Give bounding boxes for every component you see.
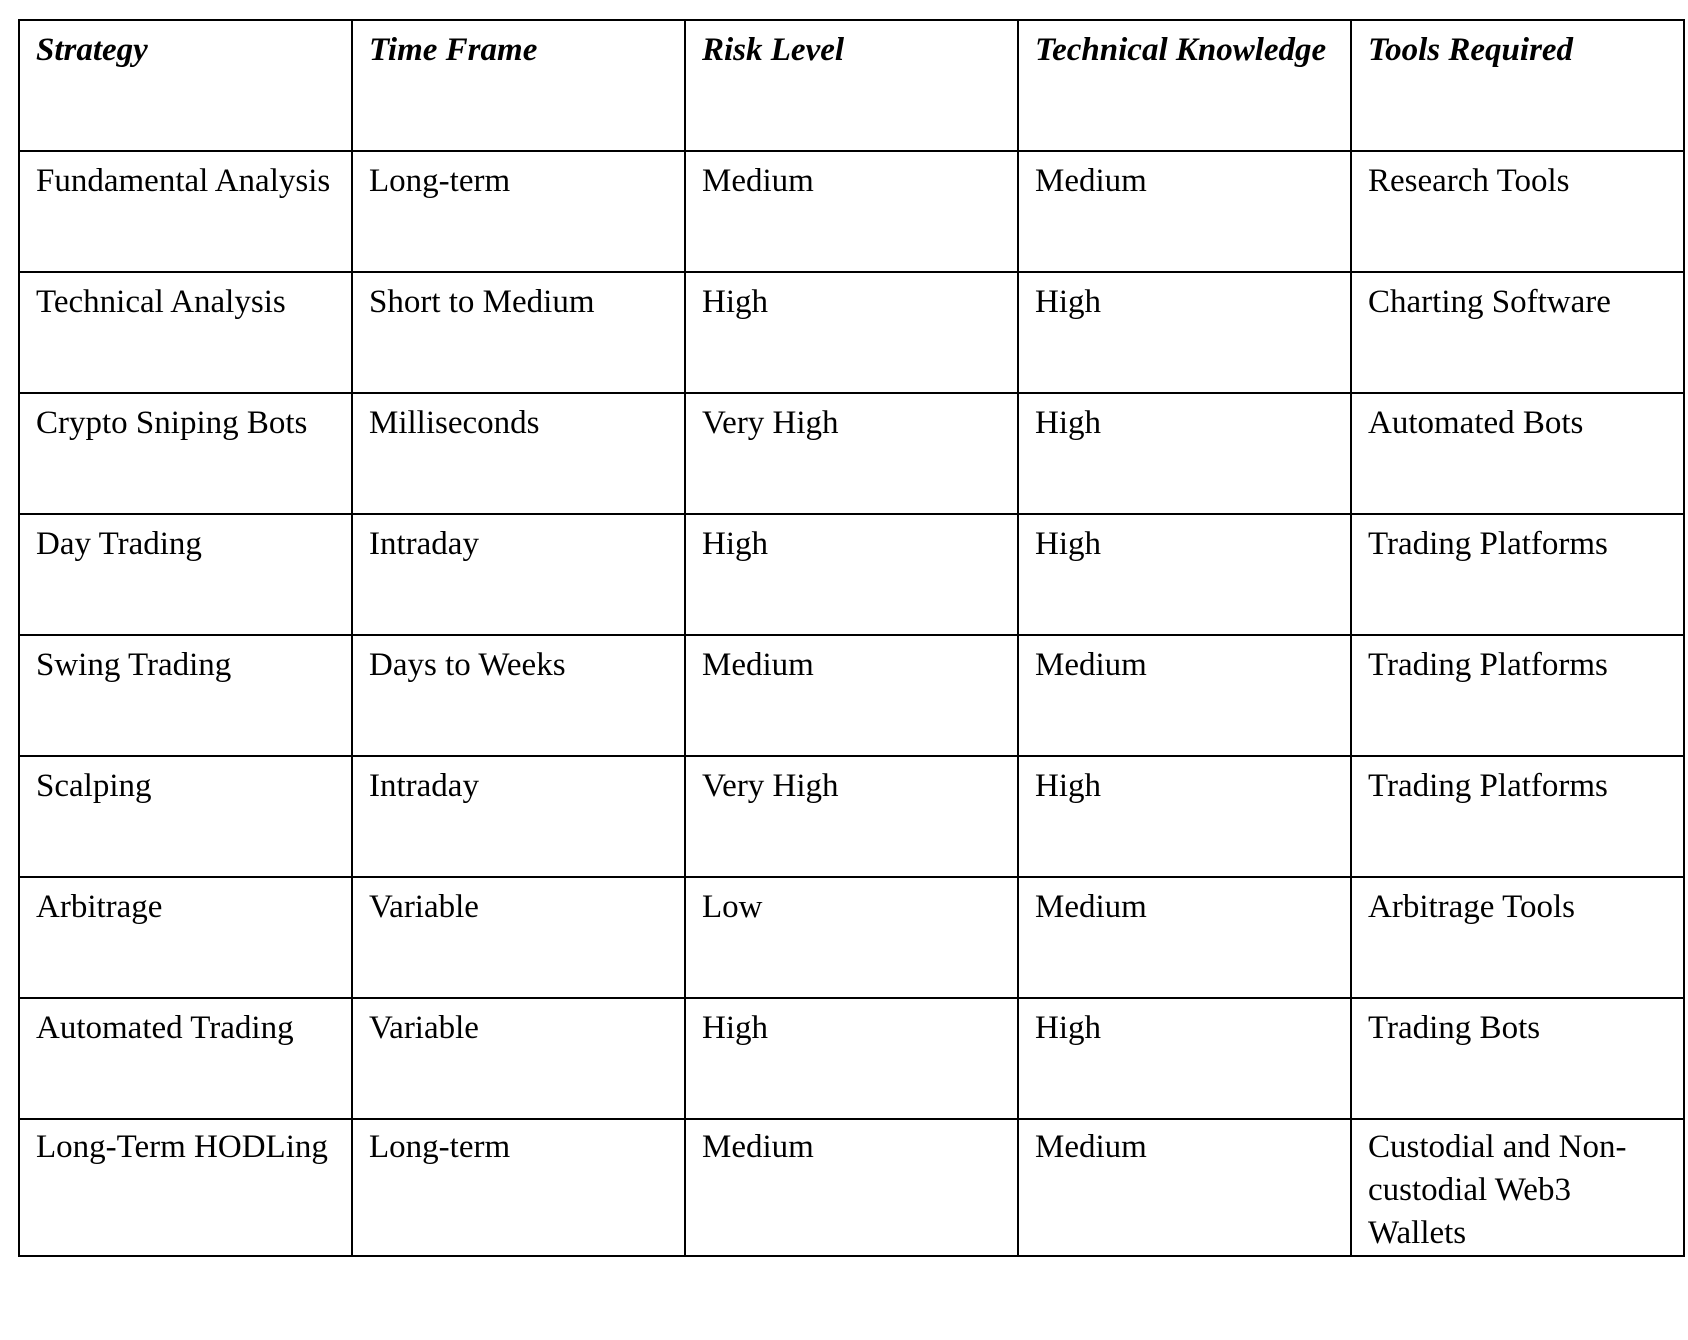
cell-time-frame: Long-term — [352, 151, 685, 272]
cell-risk-level: Very High — [685, 393, 1018, 514]
cell-strategy: Arbitrage — [19, 877, 352, 998]
cell-tools-required: Trading Bots — [1351, 998, 1684, 1119]
cell-technical-knowledge: High — [1018, 272, 1351, 393]
header-technical-knowledge: Technical Knowledge — [1018, 20, 1351, 151]
table-row — [19, 1119, 1684, 1256]
cell-time-frame: Milliseconds — [352, 393, 685, 514]
cell-strategy: Day Trading — [19, 514, 352, 635]
cell-technical-knowledge: Medium — [1018, 151, 1351, 272]
cell-strategy: Swing Trading — [19, 635, 352, 756]
table-row — [19, 877, 1684, 998]
cell-technical-knowledge: Medium — [1018, 877, 1351, 998]
header-risk-level: Risk Level — [685, 20, 1018, 151]
cell-risk-level: Medium — [685, 635, 1018, 756]
header-row — [19, 20, 1684, 151]
cell-time-frame: Intraday — [352, 514, 685, 635]
cell-strategy: Automated Trading — [19, 998, 352, 1119]
cell-risk-level: Very High — [685, 756, 1018, 877]
cell-risk-level: Low — [685, 877, 1018, 998]
cell-tools-required: Trading Platforms — [1351, 635, 1684, 756]
cell-technical-knowledge: High — [1018, 756, 1351, 877]
cell-risk-level: High — [685, 514, 1018, 635]
cell-technical-knowledge: High — [1018, 998, 1351, 1119]
cell-tools-required: Charting Software — [1351, 272, 1684, 393]
table-row — [19, 998, 1684, 1119]
cell-strategy: Technical Analysis — [19, 272, 352, 393]
cell-time-frame: Days to Weeks — [352, 635, 685, 756]
table-row — [19, 756, 1684, 877]
table-row — [19, 635, 1684, 756]
table-row — [19, 272, 1684, 393]
cell-risk-level: High — [685, 272, 1018, 393]
table-row — [19, 393, 1684, 514]
cell-time-frame: Intraday — [352, 756, 685, 877]
cell-tools-required: Arbitrage Tools — [1351, 877, 1684, 998]
cell-technical-knowledge: High — [1018, 393, 1351, 514]
table-row — [19, 151, 1684, 272]
strategy-comparison-table — [18, 19, 1685, 1257]
cell-time-frame: Long-term — [352, 1119, 685, 1256]
cell-technical-knowledge: Medium — [1018, 635, 1351, 756]
cell-strategy: Fundamental Analysis — [19, 151, 352, 272]
cell-risk-level: Medium — [685, 1119, 1018, 1256]
cell-tools-required: Trading Platforms — [1351, 756, 1684, 877]
cell-time-frame: Variable — [352, 877, 685, 998]
cell-tools-required: Automated Bots — [1351, 393, 1684, 514]
header-strategy: Strategy — [19, 20, 352, 151]
cell-strategy: Scalping — [19, 756, 352, 877]
cell-risk-level: Medium — [685, 151, 1018, 272]
cell-technical-knowledge: High — [1018, 514, 1351, 635]
cell-technical-knowledge: Medium — [1018, 1119, 1351, 1256]
cell-time-frame: Short to Medium — [352, 272, 685, 393]
cell-strategy: Long-Term HODLing — [19, 1119, 352, 1256]
table-row — [19, 514, 1684, 635]
cell-tools-required: Trading Platforms — [1351, 514, 1684, 635]
cell-tools-required: Custodial and Non-custodial Web3 Wallets — [1351, 1119, 1684, 1256]
header-tools-required: Tools Required — [1351, 20, 1684, 151]
cell-risk-level: High — [685, 998, 1018, 1119]
cell-strategy: Crypto Sniping Bots — [19, 393, 352, 514]
header-time-frame: Time Frame — [352, 20, 685, 151]
cell-tools-required: Research Tools — [1351, 151, 1684, 272]
cell-time-frame: Variable — [352, 998, 685, 1119]
